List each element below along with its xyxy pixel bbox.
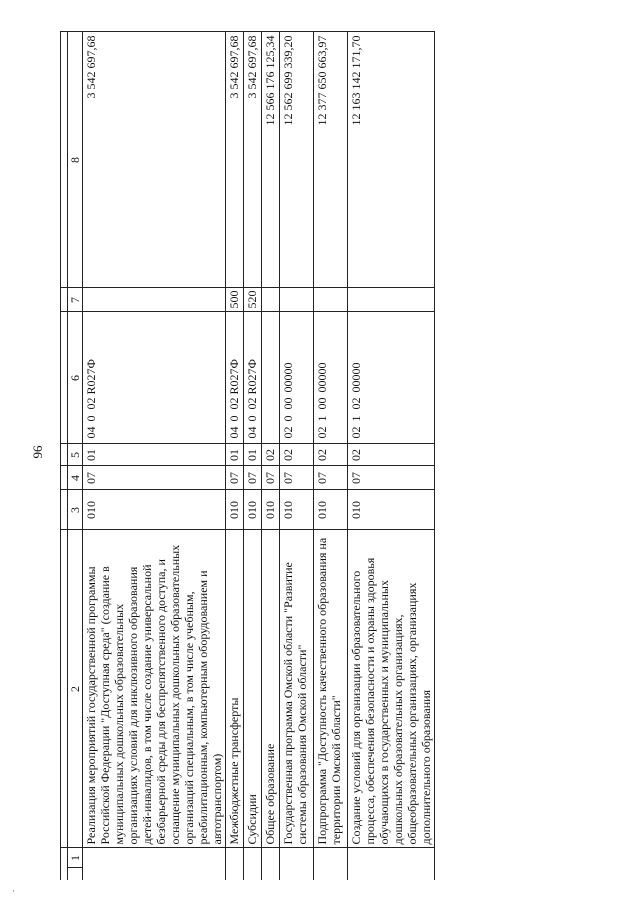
row-name: Общее образование: [262, 530, 280, 848]
row-code-3: 010: [83, 490, 226, 530]
col-header-8: 8: [68, 32, 83, 288]
target-seg-sub: 0: [227, 415, 241, 422]
target-seg-sub: 0: [245, 415, 259, 422]
page-number: 96: [30, 445, 45, 459]
col-header-6: 6: [68, 312, 83, 444]
target-seg-program: 04: [245, 426, 259, 439]
row-code-5: 01: [226, 444, 244, 466]
target-seg-main: 02: [349, 397, 363, 410]
target-seg-direction: R027Ф: [227, 359, 241, 395]
row-name: Государственная программа Омской области "Развитие системы образования Омской области": [280, 530, 314, 848]
row-code-4: 07: [262, 466, 280, 490]
row-name: Реализация мероприятий государственной программы Российской Федерации "Доступная среда" (создание в муниципальных дошкольных образовательных организациях условий для инклюзивного образования детей-инвалидов, в том числе создание универсальной безбарьерной среды для беспрепятственного доступа, и оснащение муниципальных дошкольных образовательных организаций специальным, в том числе учебным, реабилитационным, компьютерным оборудованием и автотранспортом): [83, 530, 226, 848]
target-seg-sub: 0: [84, 415, 98, 422]
row-code-3: 010: [244, 490, 262, 530]
row-code-7: 500: [226, 288, 244, 312]
row-code-4: 07: [226, 466, 244, 490]
target-seg-program: 02: [315, 426, 329, 439]
target-seg-direction: R027Ф: [245, 359, 259, 395]
row-amount: 12 562 699 339,20: [280, 32, 314, 288]
target-seg-main: 02: [227, 397, 241, 410]
row-code-7: [262, 288, 280, 312]
target-seg-program: 04: [84, 426, 98, 439]
col-header-1: 1: [68, 848, 83, 868]
target-seg-program: 02: [281, 426, 295, 439]
row-code-7: 520: [244, 288, 262, 312]
rotated-table-sheet: [60, 32, 442, 880]
row-code-3: 010: [226, 490, 244, 530]
target-seg-sub: 1: [315, 415, 329, 422]
row-code-5: 02: [262, 444, 280, 466]
row-code-7: [314, 288, 348, 312]
row-code-7: [280, 288, 314, 312]
row-name: Подпрограмма "Доступность качественного образования на территории Омской области": [314, 530, 348, 848]
target-seg-sub: 1: [349, 415, 363, 422]
row-target-article: [314, 312, 348, 444]
target-seg-main: 00: [281, 397, 295, 410]
column-number-row: [68, 32, 83, 880]
row-code-5: 02: [348, 444, 435, 466]
row-amount: 12 566 176 125,34: [262, 32, 280, 288]
table-row: [262, 32, 280, 880]
top-spacer-row: [61, 32, 68, 880]
target-seg-program: 02: [349, 426, 363, 439]
target-seg-sub: 0: [281, 415, 295, 422]
row-code-5: 01: [244, 444, 262, 466]
target-seg-program: 04: [227, 426, 241, 439]
row-name: Субсидии: [244, 530, 262, 848]
row-name: Создание условий для организации образовательного процесса, обеспечения безопасности и охраны здоровья обучающихся в государственных и муниципальных дошкольных образовательных организациях, общеобразовательных организациях, организациях дополнительного образования: [348, 530, 435, 848]
row-code-3: 010: [314, 490, 348, 530]
row-code-3: 010: [280, 490, 314, 530]
row-amount: 12 377 650 663,97: [314, 32, 348, 288]
row-code-4: 07: [83, 466, 226, 490]
row-target-article: [348, 312, 435, 444]
col-header-4: 4: [68, 466, 83, 490]
col-header-5: 5: [68, 444, 83, 466]
row-target-article: [262, 312, 280, 444]
col-header-3: 3: [68, 490, 83, 530]
target-seg-direction: 00000: [349, 362, 363, 393]
table-row: [244, 32, 262, 880]
row-target-article: [280, 312, 314, 444]
row-name: Межбюджетные трансферты: [226, 530, 244, 848]
row-code-3: 010: [348, 490, 435, 530]
stray-mark: ·: [12, 886, 15, 896]
target-seg-main: 02: [84, 397, 98, 410]
row-code-4: 07: [348, 466, 435, 490]
row-code-5: 01: [83, 444, 226, 466]
row-code-5: 02: [314, 444, 348, 466]
target-seg-direction: R027Ф: [84, 359, 98, 395]
row-code-4: 07: [314, 466, 348, 490]
budget-table: [60, 32, 435, 881]
table-row: [280, 32, 314, 880]
col-header-2: 2: [68, 530, 83, 848]
row-amount: 3 542 697,68: [226, 32, 244, 288]
target-seg-main: 00: [315, 397, 329, 410]
row-code-4: 07: [280, 466, 314, 490]
table-row: [83, 32, 226, 880]
row-amount: 3 542 697,68: [244, 32, 262, 288]
row-amount: 12 163 142 171,70: [348, 32, 435, 288]
row-code-7: [83, 288, 226, 312]
row-amount: 3 542 697,68: [83, 32, 226, 288]
col-header-7: 7: [68, 288, 83, 312]
table-row: [226, 32, 244, 880]
target-seg-main: 02: [245, 397, 259, 410]
row-target-article: [244, 312, 262, 444]
row-target-article: [226, 312, 244, 444]
table-row: [348, 32, 435, 880]
table-row: [314, 32, 348, 880]
row-target-article: [83, 312, 226, 444]
row-code-3: 010: [262, 490, 280, 530]
row-code-5: 02: [280, 444, 314, 466]
target-seg-direction: 00000: [281, 362, 295, 393]
target-seg-direction: 00000: [315, 362, 329, 393]
row-code-7: [348, 288, 435, 312]
row-code-4: 07: [244, 466, 262, 490]
